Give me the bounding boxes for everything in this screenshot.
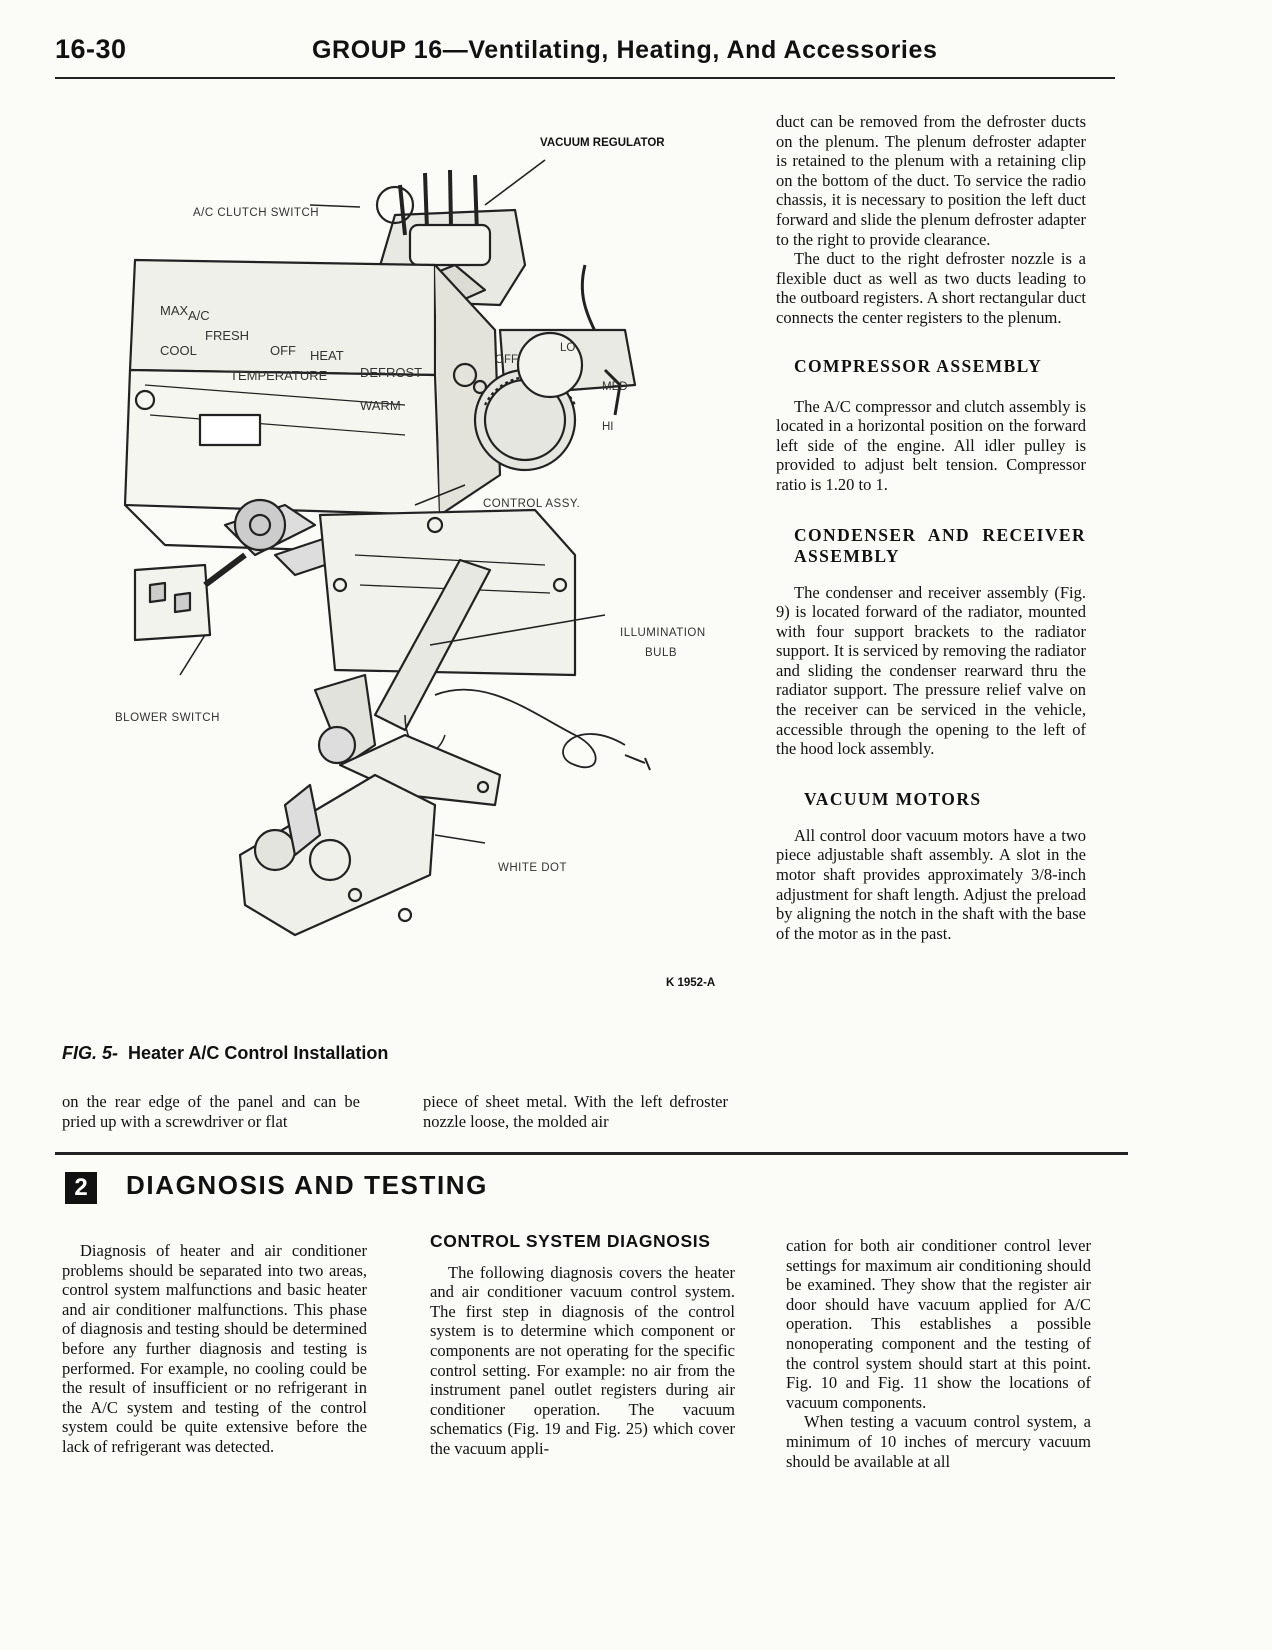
panel-label-heat: HEAT (310, 348, 344, 363)
label-illumination: ILLUMINATION (620, 627, 706, 639)
paragraph: The A/C compressor and clutch assembly is located in a horizontal position on the forward left side of the engine. All idler pulley is provided to adjust belt tension. Compressor ratio is 1.20 to 1. (776, 396, 1086, 494)
panel-label-off: OFF (270, 343, 296, 358)
panel-label-temperature: TEMPERATURE (230, 368, 328, 383)
panel-label-fresh: FRESH (205, 328, 250, 343)
paragraph: The following diagnosis covers the heater and air conditioner vacuum control system. The first step in diagnosis of the control system is to determine which component or components are not operating for the specific control setting. For example: no air from the instrument panel outlet registers during air conditioner operation. The vacuum schematics (Fig. 19 and Fig. 25) which cover the vacuum appli- (430, 1262, 735, 1458)
section-column-2 (430, 1232, 735, 1459)
label-vacuum-regulator: VACUUM REGULATOR (540, 137, 665, 149)
panel-label-max: MAX (160, 303, 189, 318)
heater-ac-control-illustration (105, 115, 745, 985)
paragraph: cation for both air conditioner control lever settings for maximum air conditioning should be examined. They show that the register air door should have vacuum applied for A/C operation. This establishes a possible nonoperating component and the testing of the control system should start at this point. Fig. 10 and Fig. 11 show the locations of vacuum components. (786, 1236, 1091, 1412)
paragraph: piece of sheet metal. With the left defroster nozzle loose, the molded air (423, 1092, 728, 1131)
heading-compressor-assembly: COMPRESSOR ASSEMBLY (794, 355, 1043, 376)
figure-caption-text: Heater A/C Control Installation (128, 1043, 389, 1063)
knob-label-med: MED (602, 381, 628, 393)
paragraph: When testing a vacuum control system, a minimum of 10 inches of mercury vacuum should be available at all (786, 1412, 1091, 1471)
label-bulb: BULB (645, 647, 678, 659)
heading-vacuum-motors: VACUUM MOTORS (804, 788, 982, 809)
paragraph: All control door vacuum motors have a two piece adjustable shaft assembly. A slot in the motor shaft provides approximately 3/8-inch adjustment for shaft length. Adjust the preload by aligning the notch in the shaft with the base of the motor as in the past. (776, 825, 1086, 943)
page-header-title: GROUP 16—Ventilating, Heating, And Accessories (312, 36, 938, 64)
middle-column-continued (423, 1092, 728, 1131)
section-number-badge: 2 (65, 1172, 97, 1204)
heading-condenser-receiver: CONDENSER AND RECEIVER ASSEMBLY (794, 524, 1086, 566)
paragraph: The condenser and receiver assembly (Fig. 9) is located forward of the radiator, mounted with four support brackets to the radiator support. It is serviced by removing the radiator and sliding the condenser rearward thru the radiator support. The pressure relief valve on the receiver can be serviced in the vehicle, accessible through the opening to the left of the hood lock assembly. (776, 582, 1086, 759)
label-ac-clutch-switch: A/C CLUTCH SWITCH (193, 207, 320, 219)
section-rule (55, 1152, 1128, 1155)
paragraph: on the rear edge of the panel and can be pried up with a screwdriver or flat (62, 1092, 360, 1131)
panel-label-defrost: DEFROST (360, 365, 423, 380)
figure-caption (62, 1043, 388, 1064)
header-rule (55, 77, 1115, 79)
knob-label-off: OFF (495, 354, 518, 366)
section-title: DIAGNOSIS AND TESTING (126, 1170, 488, 1200)
figure-caption-number: FIG. 5- (62, 1043, 119, 1063)
left-column-continued (62, 1092, 360, 1131)
page-number: 16-30 (55, 34, 127, 64)
label-blower-switch: BLOWER SWITCH (115, 712, 220, 724)
label-control-assy: CONTROL ASSY. (483, 498, 581, 510)
label-white-dot: WHITE DOT (498, 862, 568, 874)
knob-label-hi: HI (602, 421, 614, 433)
section-column-1 (62, 1241, 367, 1457)
heading-control-system-diagnosis: CONTROL SYSTEM DIAGNOSIS (430, 1231, 711, 1251)
panel-label-warm: WARM (360, 398, 401, 413)
knob-label-lo: LO (560, 342, 576, 354)
paragraph: Diagnosis of heater and air conditioner problems should be separated into two areas, control system malfunctions and basic heater and air conditioner malfunctions. This phase of diagnosis and testing should be determined before any further diagnosis and testing is performed. For example, no cooling could be the result of insufficient or no refrigerant in the A/C system and testing of the control system could be quite extensive before the lack of refrigerant was detected. (62, 1241, 367, 1456)
panel-label-ac: A/C (188, 308, 210, 323)
panel-label-cool: COOL (160, 343, 197, 358)
figure-code: K 1952-A (666, 977, 716, 989)
paragraph: duct can be removed from the defroster ducts on the plenum. The plenum defroster adapter is retained to the plenum with a retaining clip on the bottom of the duct. To service the radio chassis, it is necessary to position the left duct forward and slide the plenum defroster adapter to the right to provide clearance. (776, 112, 1086, 249)
section-column-3 (786, 1236, 1091, 1471)
paragraph: The duct to the right defroster nozzle is a flexible duct as well as two ducts leading to the outboard registers. A short rectangular duct connects the center registers to the plenum. (776, 249, 1086, 327)
right-column (776, 112, 1086, 943)
